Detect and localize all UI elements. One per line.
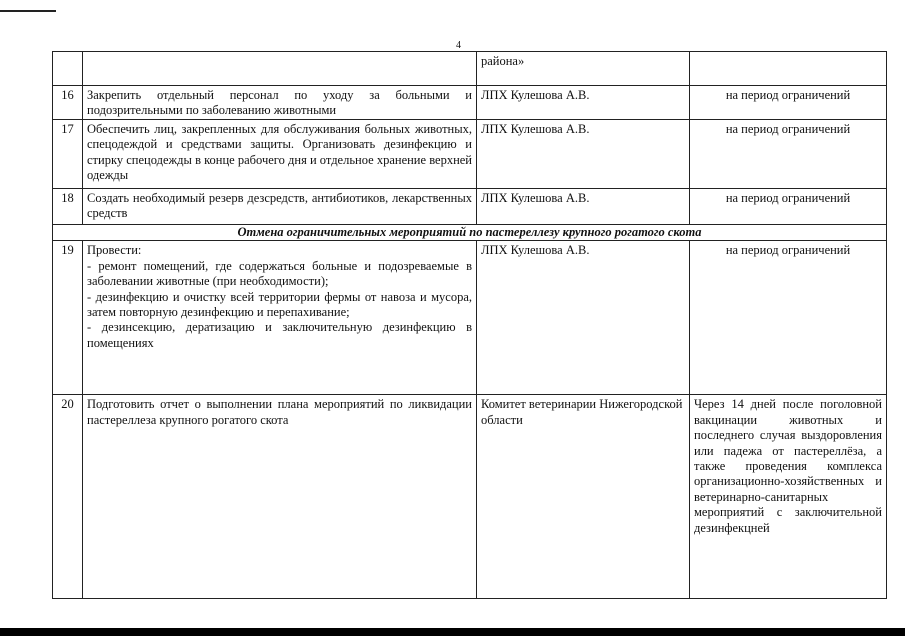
- deadline-cell: на период ограничений: [690, 189, 887, 225]
- measures-table: [52, 51, 887, 599]
- task-cell: [83, 52, 477, 86]
- table-row: [53, 189, 887, 225]
- task-line: - дезинсекцию, дератизацию и заключительную дезинфекцию в помещениях: [87, 320, 472, 350]
- deadline-cell: на период ограничений: [690, 241, 887, 395]
- responsible-cell: ЛПХ Кулешова А.В.: [477, 241, 690, 395]
- responsible-cell: ЛПХ Кулешова А.В.: [477, 120, 690, 189]
- row-number: 19: [53, 241, 83, 395]
- task-line: Провести:: [87, 243, 142, 258]
- task-line: - дезинфекцию и очистку всей территории фермы от навоза и мусора, затем повторную дезинфекцию и перепахивание;: [87, 289, 472, 320]
- row-number: [53, 52, 83, 86]
- task-cell: Подготовить отчет о выполнении плана мероприятий по ликвидации пастереллеза крупного рогатого скота: [83, 395, 477, 599]
- row-number: 17: [53, 120, 83, 189]
- section-heading-row: [53, 225, 887, 241]
- bottom-rule: [0, 628, 905, 636]
- task-cell: Закрепить отдельный персонал по уходу за больными и подозрительными по заболеванию животными: [83, 86, 477, 120]
- row-number: 18: [53, 189, 83, 225]
- top-rule: [0, 10, 56, 12]
- deadline-cell: [690, 52, 887, 86]
- section-heading: Отмена ограничительных мероприятий по пастереллезу крупного рогатого скота: [53, 225, 887, 241]
- responsible-cell: района»: [477, 52, 690, 86]
- deadline-cell: на период ограничений: [690, 86, 887, 120]
- responsible-cell: ЛПХ Кулешова А.В.: [477, 86, 690, 120]
- table-row: [53, 241, 887, 395]
- table-row: [53, 395, 887, 599]
- deadline-cell: Через 14 дней после поголовной вакцинации животных и последнего случая выздоровления или падежа от пастереллёза, а также проведения комплекса организационно-хозяйственных и ветеринарно-санитарных мероприятий с заключительной дезинфекцней: [690, 395, 887, 599]
- deadline-cell: на период ограничений: [690, 120, 887, 189]
- task-cell: [83, 241, 477, 395]
- responsible-cell: ЛПХ Кулешова А.В.: [477, 189, 690, 225]
- responsible-cell: Комитет ветеринарии Нижегородской области: [477, 395, 690, 599]
- table-row: [53, 120, 887, 189]
- row-number: 20: [53, 395, 83, 599]
- page-number: 4: [456, 40, 461, 51]
- table-row: [53, 52, 887, 86]
- row-number: 16: [53, 86, 83, 120]
- task-line: - ремонт помещений, где содержаться больные и подозреваемые в заболевании животные (при необходимости);: [87, 258, 472, 289]
- task-cell: Создать необходимый резерв дезсредств, антибиотиков, лекарственных средств: [83, 189, 477, 225]
- table-row: [53, 86, 887, 120]
- task-cell: Обеспечить лиц, закрепленных для обслуживания больных животных, спецодеждой и средствами защиты. Организовать дезинфекцию и стирку спецодежды в конце рабочего дня и отдельное хранение верхней одежды: [83, 120, 477, 189]
